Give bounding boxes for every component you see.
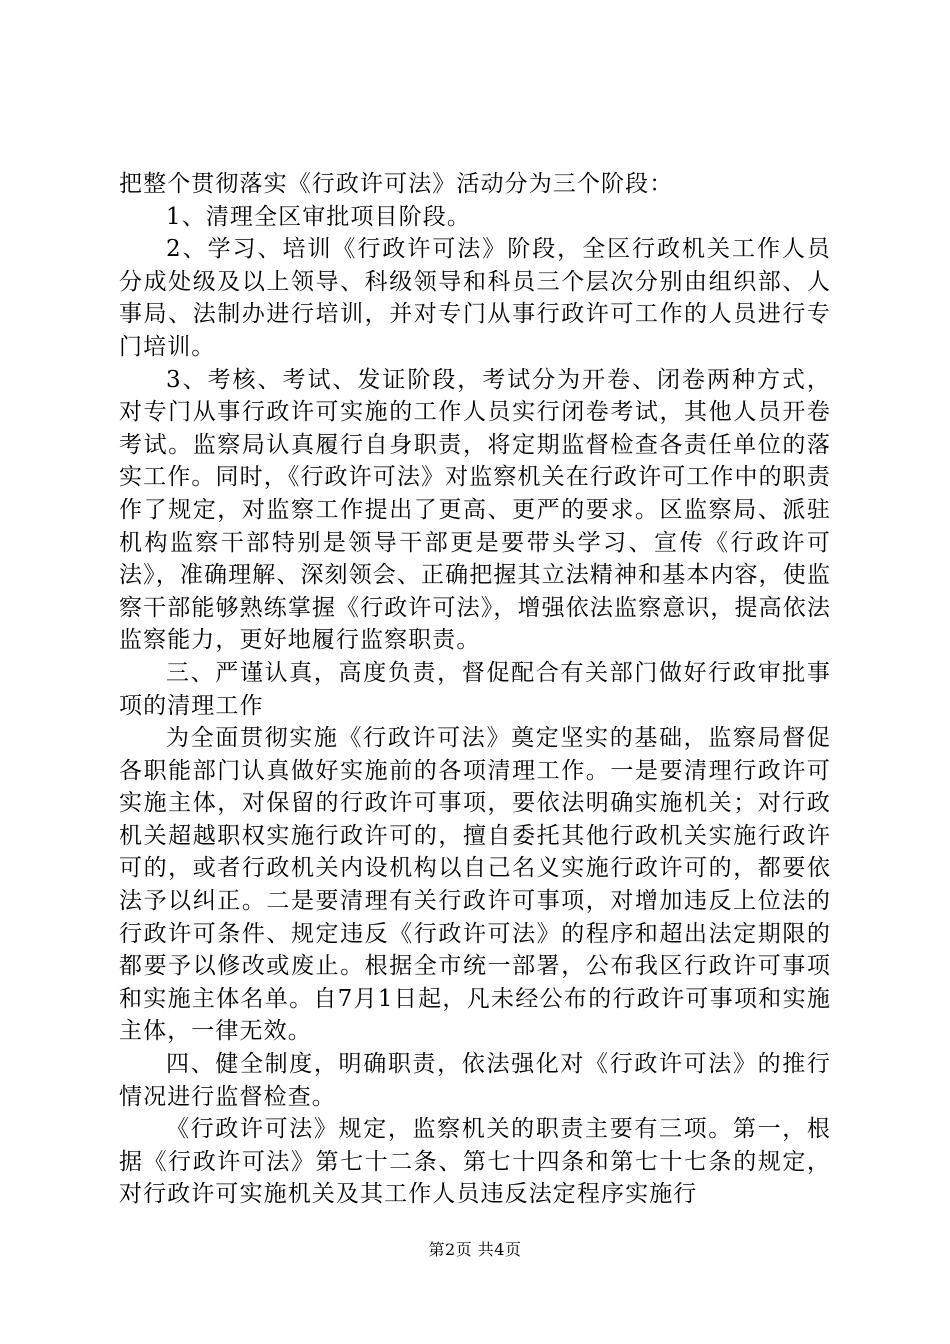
paragraph-stage-3: 3、考核、考试、发证阶段，考试分为开卷、闭卷两种方式，对专门从事行政许可实施的工作人员实行闭卷考试，其他人员开卷考试。监察局认真履行自身职责，将定期监督检查各责任单位的落实工作。同时，《行政许可法》对监察机关在行政许可工作中的职责作了规定，对监察工作提出了更高、更严的要求。区监察局、派驻机构监察干部特别是领导干部更是要带头学习、宣传《行政许可法》，准确理解、深刻领会、正确把握其立法精神和基本内容，使监察干部能够熟练掌握《行政许可法》，增强依法监察意识，提高依法监察能力，更好地履行监察职责。 (119, 366, 831, 654)
paragraph-stage-2: 2、学习、培训《行政许可法》阶段，全区行政机关工作人员分成处级及以上领导、科级领导和科员三个层次分别由组织部、人事局、法制办进行培训，并对专门从事行政许可工作的人员进行专门培训。 (119, 236, 831, 360)
paragraph-cleanup-work: 为全面贯彻实施《行政许可法》奠定坚实的基础，监察局督促各职能部门认真做好实施前的各项清理工作。一是要清理行政许可实施主体，对保留的行政许可事项，要依法明确实施机关；对行政机关超越职权实施行政许可的，擅自委托其他行政机关实施行政许可的，或者行政机关内设机构以自己名义实施行政许可的，都要依法予以纠正。二是要清理有关行政许可事项，对增加违反上位法的行政许可条件、规定违反《行政许可法》的程序和超出法定期限的都要予以修改或废止。根据全市统一部署，公布我区行政许可事项和实施主体名单。自7月1日起，凡未经公布的行政许可事项和实施主体，一律无效。 (119, 725, 831, 1045)
paragraph-stage-1: 1、清理全区审批项目阶段。 (166, 203, 471, 230)
page-number-footer: 第2页 共4页 (428, 1240, 522, 1259)
section-heading-four: 四、健全制度，明确职责，依法强化对《行政许可法》的推行情况进行监督检查。 (119, 1051, 831, 1110)
document-body (119, 168, 831, 1211)
section-heading-three: 三、严谨认真，高度负责，督促配合有关部门做好行政审批事项的清理工作 (119, 659, 831, 719)
paragraph-supervision-duties: 《行政许可法》规定，监察机关的职责主要有三项。第一，根据《行政许可法》第七十二条、第七十四条和第七十七条的规定，对行政许可实施机关及其工作人员违反法定程序实施行 (119, 1116, 831, 1208)
paragraph-stage-intro: 把整个贯彻落实《行政许可法》活动分为三个阶段： (119, 171, 674, 197)
